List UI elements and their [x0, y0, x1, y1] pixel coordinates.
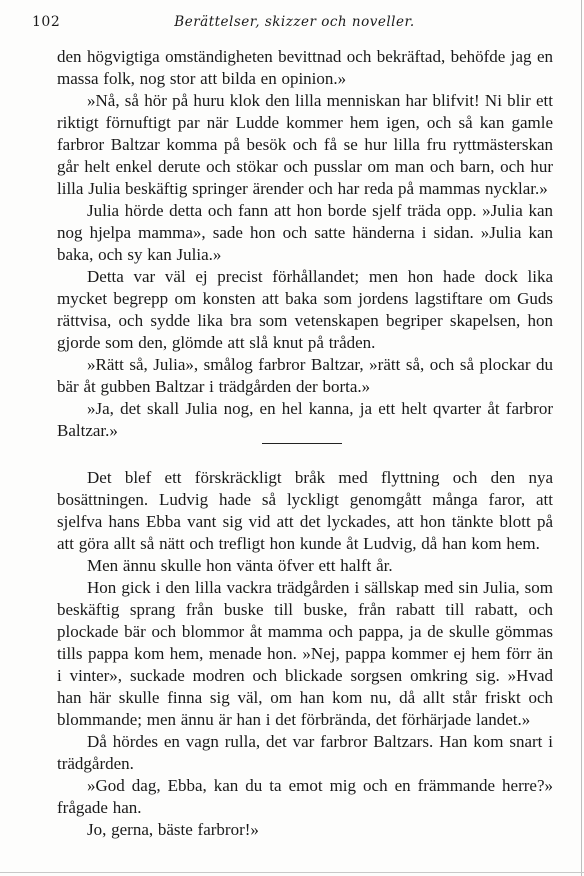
- paragraph: Hon gick i den lilla vackra trädgården i sällskap med sin Julia, som beskäftig sprang från buske till buske, från rabatt till rabatt, och plockade bär och blommor åt mamma och pappa, ja de skulle gömmas tills pappa kom hem, menade hon. »Nej, pappa kommer ej hem förr än i vinter», suckade modren och blickade sorgsen omkring sig. »Hvad han här skulle finna sig väl, om han kom nu, då allt står friskt och blommande; men ännu är han i det förbrända, det förhärjade landet.»: [57, 578, 553, 729]
- paragraph: Detta var väl ej precist förhållandet; men hon hade dock lika mycket begrepp om konsten att baka som jordens lagstiftare om Guds rättvisa, och sydde lika bra som vetenskapen begriper skapelsen, hon gjorde som den, glömde att slå knut på tråden.: [57, 267, 553, 352]
- paragraph: Då hördes en vagn rulla, det var farbror Baltzars. Han kom snart i trädgården.: [57, 732, 553, 773]
- paragraph: den högvigtiga omständigheten bevittnad och bekräftad, behöfde jag en massa folk, nog stor att bilda en opinion.»: [57, 47, 553, 88]
- page-number: 102: [32, 14, 61, 30]
- paragraph: »Rätt så, Julia», smålog farbror Baltzar, »rätt så, och så plockar du bär åt gubben Baltzar i trädgården der borta.»: [57, 355, 553, 396]
- paragraph: »Ja, det skall Julia nog, en hel kanna, ja ett helt qvarter åt farbror Baltzar.»: [57, 399, 553, 440]
- page-edge-bottom: [0, 872, 584, 873]
- paragraph: »Nå, så hör på huru klok den lilla menniskan har blifvit! Ni blir ett riktigt förnuftigt par när Ludde kommer hem igen, och så kan gamle farbror Baltzar komma på besök och få se hur lilla fru ryttmästerskan går helt enkel derute och stökar och pusslar om man och barn, och hur lilla Julia beskäftig springer ärender och har reda på mammas nycklar.»: [57, 91, 553, 198]
- running-title: Berättelser, skizzer och noveller.: [174, 14, 415, 30]
- paragraph: Det blef ett förskräckligt bråk med flyttning och den nya bosättningen. Ludvig hade så lyckligt genomgått många faror, att sjelfva hans Ebba vant sig vid att det lyckades, att hon tänkte blott på att göra allt så nätt och trefligt hon kunde åt Ludvig, då han kom hem.: [57, 468, 553, 553]
- paragraph: »God dag, Ebba, kan du ta emot mig och en främmande herre?» frågade han.: [57, 776, 553, 817]
- section-separator-rule: [262, 443, 342, 444]
- page-edge-right: [581, 0, 582, 876]
- paragraph: Jo, gerna, bäste farbror!»: [87, 820, 259, 839]
- paragraph: Julia hörde detta och fann att hon borde sjelf träda opp. »Julia kan nog hjelpa mamma», sade hon och satte händerna i sidan. »Julia kan baka, och sy kan Julia.»: [57, 201, 553, 264]
- text-block-2: [57, 467, 553, 841]
- text-block-1: [57, 46, 553, 442]
- paragraph: Men ännu skulle hon vänta öfver ett halft år.: [87, 556, 393, 575]
- running-head: [32, 14, 557, 34]
